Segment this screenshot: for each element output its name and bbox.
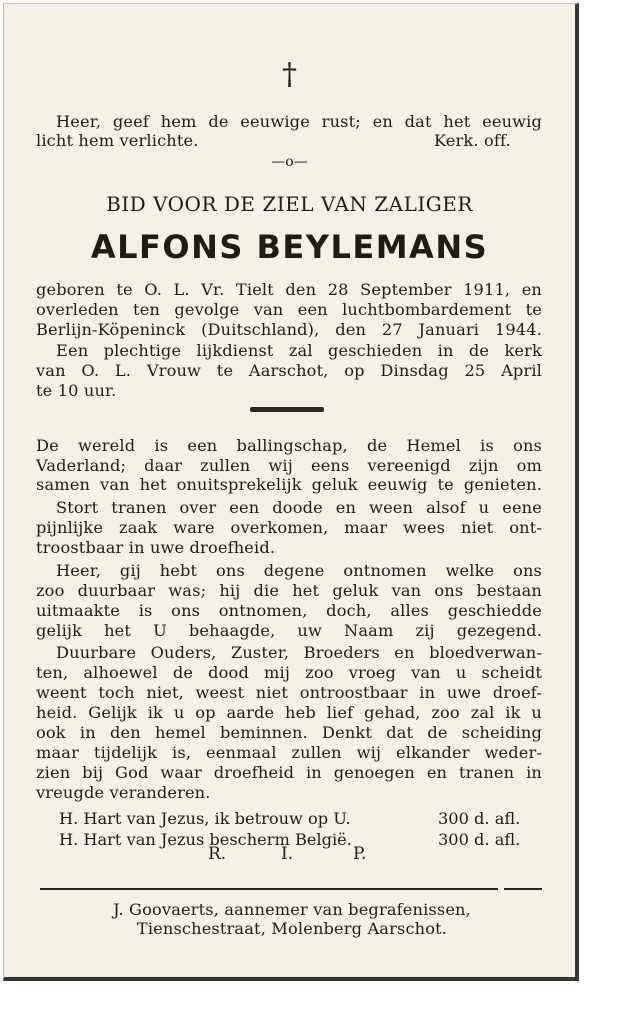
text-line: Heer, gij hebt ons degene ontnomen welke ons — [56, 561, 542, 580]
footer-rule-short — [504, 888, 542, 890]
text-line: Vaderland; daar zullen wij eens vereenigd zijn om — [36, 456, 542, 475]
rip-r: R. — [208, 844, 227, 864]
text-line: weent toch niet, weest niet ontroostbaar in uwe droef- — [36, 683, 542, 702]
text-line: De wereld is een ballingschap, de Hemel is ons — [36, 436, 542, 455]
service-line: Een plechtige lijkdienst zal geschieden in de kerk — [56, 341, 542, 360]
small-separator: —o— — [271, 154, 308, 170]
cross-icon: † — [282, 57, 297, 92]
prayer-indulgence: 300 d. afl. — [438, 809, 521, 828]
footer-line: Tienschestraat, Molenberg Aarschot. — [136, 919, 448, 938]
rip-i: I. — [281, 844, 294, 864]
prayer-text: H. Hart van Jezus, ik betrouw op U. — [59, 809, 351, 828]
service-line: te 10 uur. — [36, 381, 117, 400]
text-line: gelijk het U behaagde, uw Naam zij gezegend. — [36, 621, 542, 640]
text-line: samen van het onuitsprekelijk geluk eeuwig te genieten. — [36, 475, 542, 494]
text-line: Duurbare Ouders, Zuster, Broeders en bloedverwan- — [56, 643, 542, 662]
bio-line: Berlijn-Köpeninck (Duitschland), den 27 Januari 1944. — [36, 320, 542, 339]
bio-line: overleden ten gevolge van een luchtbombardement te — [36, 300, 542, 319]
text-line: ook in den hemel beminnen. Denkt dat de scheiding — [36, 723, 542, 742]
prayer-text: H. Hart van Jezus bescherm België. — [59, 830, 352, 849]
text-line: pijnlijke zaak ware overkomen, maar wees niet ont- — [36, 518, 542, 537]
text-line: zoo duurbaar was; hij die het geluk van ons bestaan — [36, 581, 542, 600]
text-line: ten, alhoewel de dood mij zoo vroeg van u scheidt — [36, 663, 542, 682]
text-line: heid. Gelijk ik u op aarde heb lief gehad, zoo zal ik u — [36, 703, 542, 722]
divider-bar — [250, 407, 324, 412]
text-line: vreugde veranderen. — [36, 783, 211, 802]
heading: BID VOOR DE ZIEL VAN ZALIGER — [106, 192, 473, 216]
intro-line-2-right: Kerk. off. — [434, 131, 511, 150]
service-line: van O. L. Vrouw te Aarschot, op Dinsdag 25 April — [36, 361, 542, 380]
memorial-card — [3, 3, 579, 981]
text-line: Stort tranen over een doode en ween alsof u eene — [56, 498, 542, 517]
prayer-indulgence: 300 d. afl. — [438, 830, 521, 849]
intro-line-1: Heer, geef hem de eeuwige rust; en dat het eeuwig — [56, 112, 542, 131]
rip-p: P. — [353, 844, 367, 864]
text-line: maar tijdelijk is, eenmaal zullen wij elkander weder- — [36, 743, 542, 762]
deceased-name: ALFONS BEYLEMANS — [90, 228, 489, 266]
intro-line-2-left: licht hem verlichte. — [36, 131, 199, 150]
footer-line: J. Goovaerts, aannemer van begrafenissen, — [113, 900, 471, 919]
text-line: troostbaar in uwe droefheid. — [36, 538, 276, 557]
bio-line: geboren te O. L. Vr. Tielt den 28 September 1911, en — [36, 280, 542, 299]
text-line: uitmaakte is ons ontnomen, doch, alles geschiedde — [36, 601, 542, 620]
text-line: zien bij God waar droefheid in genoegen en tranen in — [36, 763, 542, 782]
footer-rule — [40, 888, 498, 890]
